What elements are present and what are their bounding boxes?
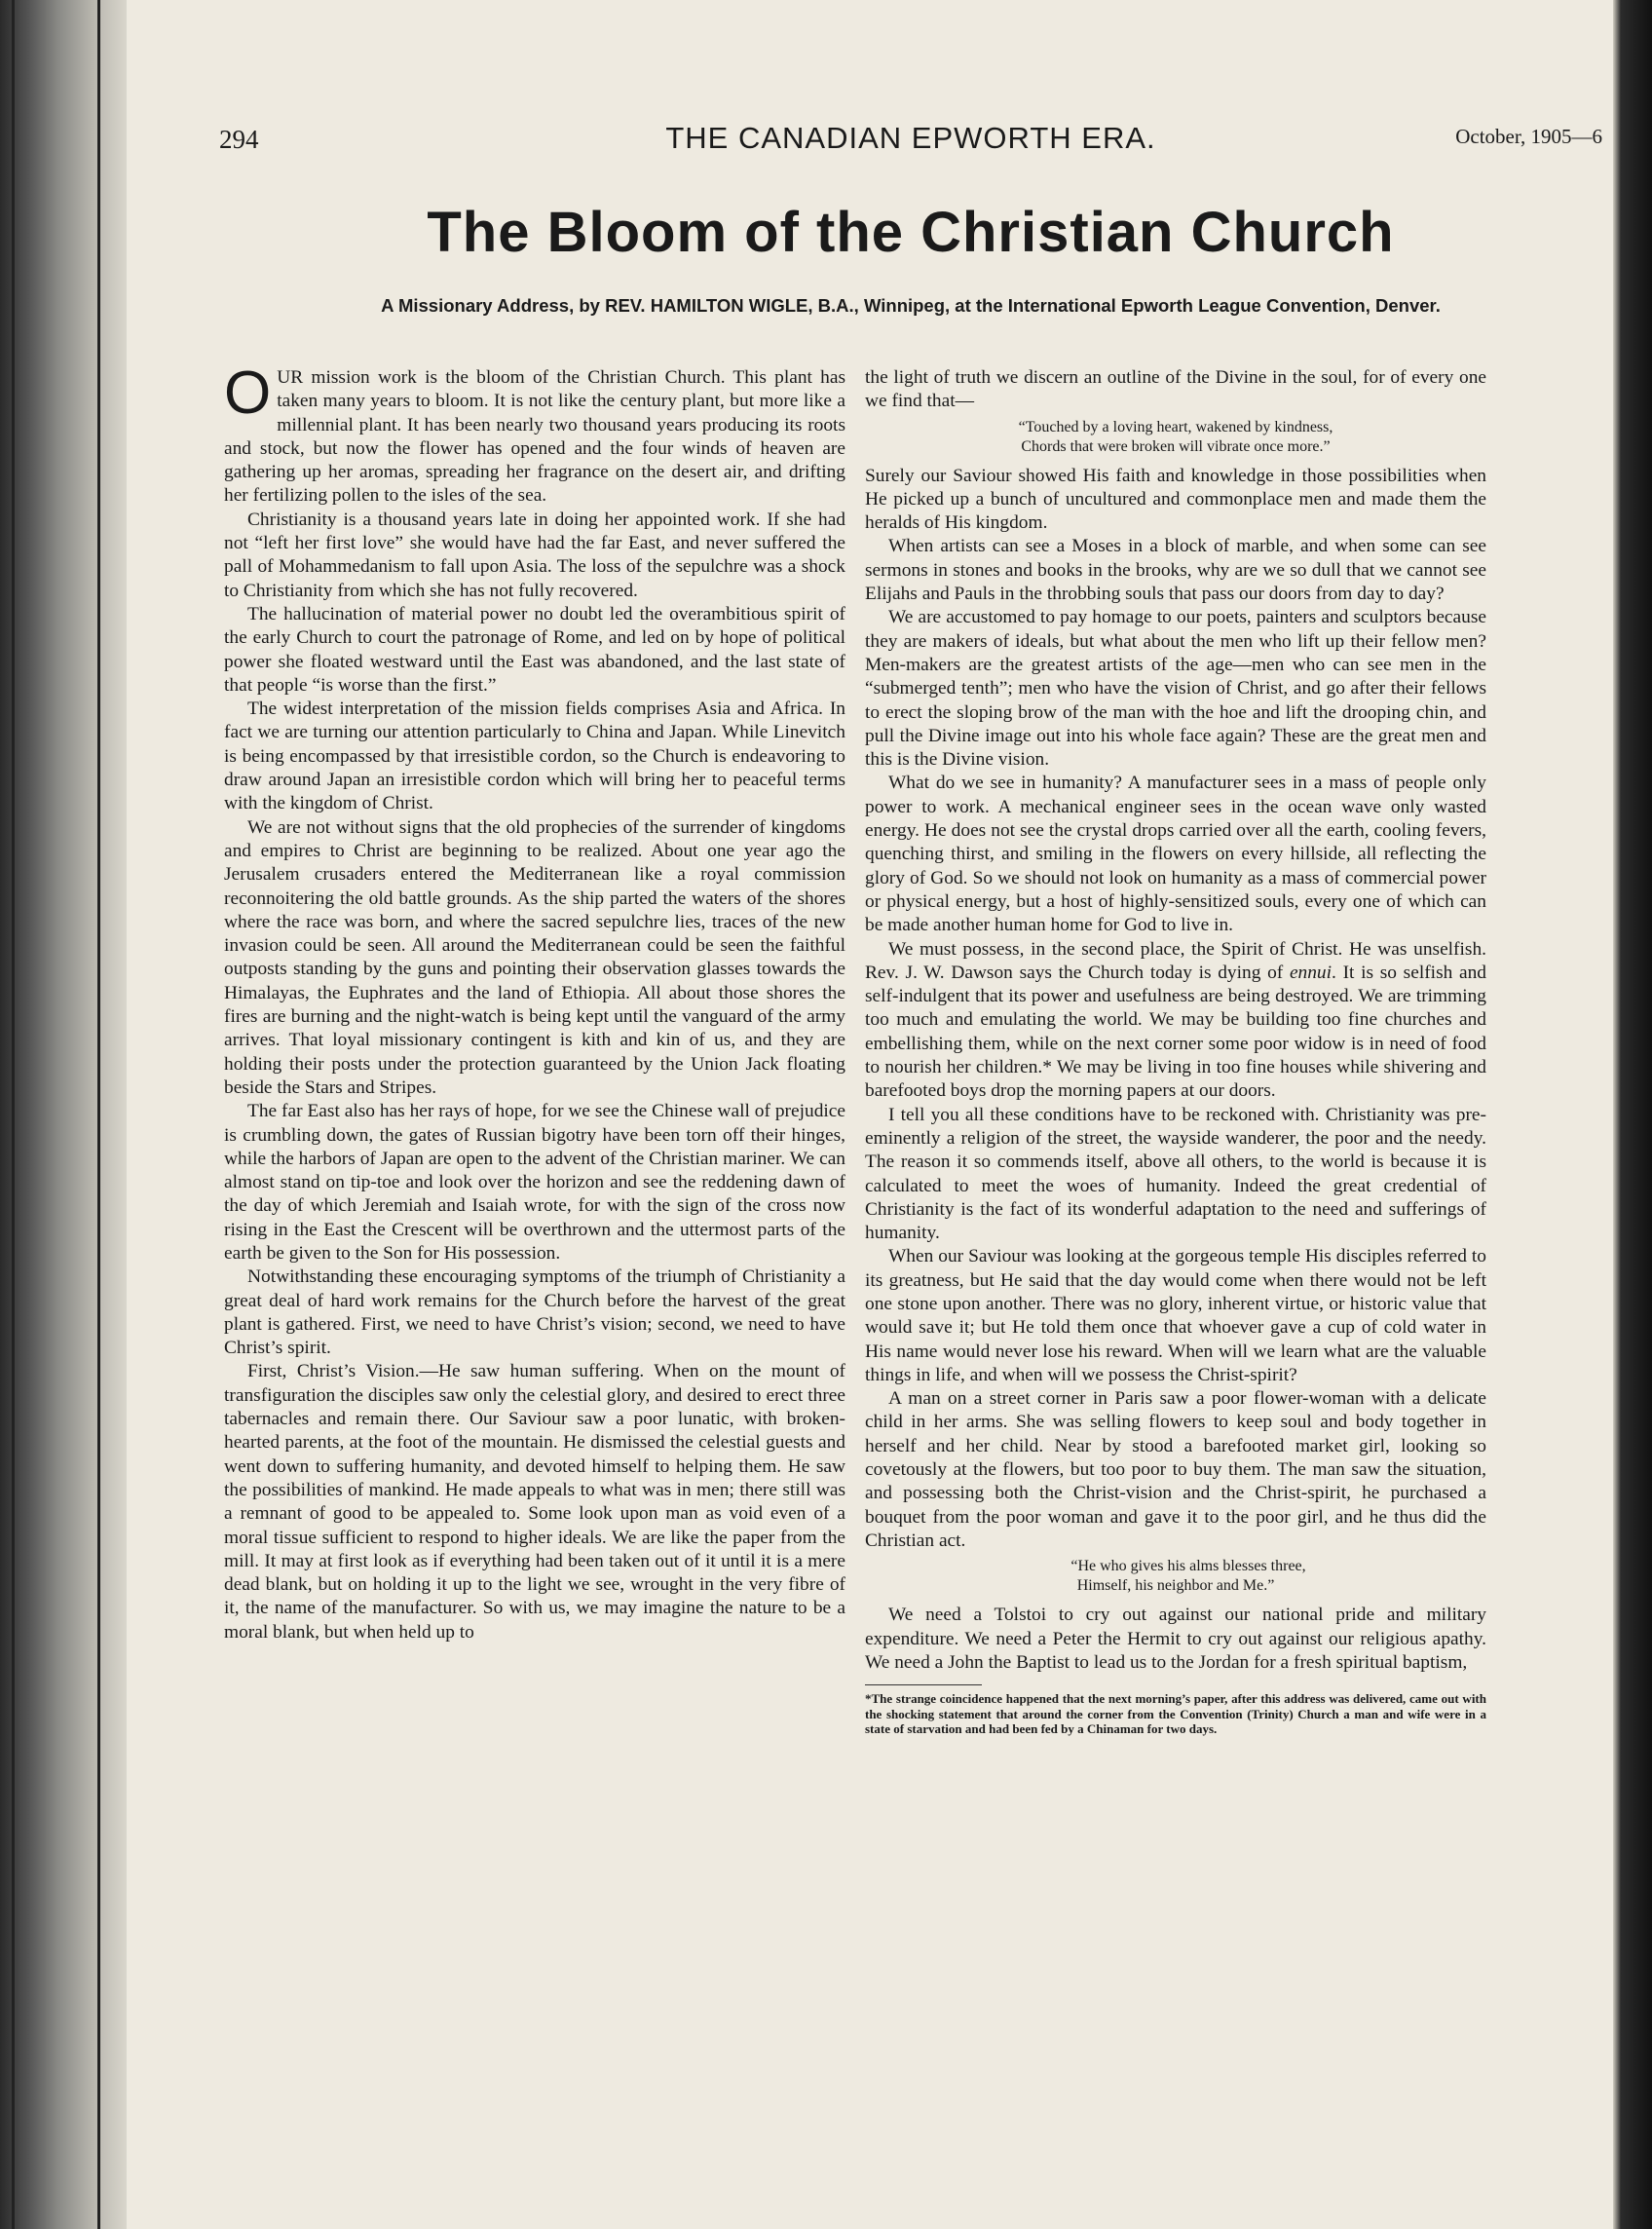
paragraph: We must possess, in the second place, the Spirit of Christ. He was unselfish. Rev. J. W. Dawson says the Church today is dying of ennui. It is so selfish and self-indulgent that its power and usefulness are being destroyed. We are trimming too much and emulating the world. We may be building too fine churches and embellishing them, while on the next corner some poor widow is in need of food to nourish her children.* We may be living in too fine houses while shivering and barefooted boys drop the morning papers at our doors. [865,938,1486,1102]
article-subtitle: A Missionary Address, by REV. HAMILTON WIGLE, B.A., Winnipeg, at the International Epworth League Convention, Denver. [381,295,1441,316]
paragraph: When artists can see a Moses in a block of marble, and when some can see sermons in stones and books in the brooks, why are we so dull that we cannot see Elijahs and Pauls in the throbbing souls that pass our doors from day to day? [865,536,1486,605]
journal-title: THE CANADIAN EPWORTH ERA. [665,121,1156,155]
book-binding-edge [0,0,127,2229]
verse-line: Chords that were broken will vibrate once more.” [1021,437,1331,455]
verse-quote [865,1557,1486,1596]
issue-date: October, 1905—6 [1455,125,1602,148]
paragraph: Notwithstanding these encouraging symptoms of the triumph of Christianity a great deal of hard work remains for the Church before the harvest of the great plant is gathered. First, we need to have Christ’s vision; second, we need to have Christ’s spirit. [224,1266,845,1359]
paragraph: We are not without signs that the old prophecies of the surrender of kingdoms and empires to Christ are beginning to be realized. About one year ago the Jerusalem crusaders entered the Mediterranean like a royal commission reconnoitering the old battle grounds. As the ship parted the waters of the shores where the race was born, and where the sacred sepulchre lies, traces of the new invasion could be seen. All around the Mediterranean could be seen the faithful outposts standing by the guns and pointing their observation glasses towards the Himalayas, the Euphrates and the land of Ethiopia. All about those shores the fires are burning and the night-watch is being kept until the vanguard of the army arrives. That loyal missionary contingent is kith and kin of us, and they are holding their posts under the protection guaranteed by the Union Jack floating beside the Stars and Stripes. [224,816,845,1098]
footnote-divider [865,1684,982,1685]
verse-line: “He who gives his alms blesses three, [1070,1558,1306,1575]
verse-line: Himself, his neighbor and Me.” [1076,1577,1275,1595]
paragraph: Christianity is a thousand years late in doing her appointed work. If she had not “left her first love” she would have had the far East, and never suffered the pall of Mohammedanism to fall upon Asia. The loss of the sepulchre was a shock to Christianity from which she has not fully recovered. [224,509,845,601]
next-page-edge [1613,0,1652,2229]
left-column [224,359,845,1644]
paragraph: We are accustomed to pay homage to our poets, painters and sculptors because they are makers of ideals, but what about the men who lift up their fellow men? Men-makers are the greatest artists of the age—men who can see men in the “submerged tenth”; men who have the vision of Christ, and go after their fellows to erect the sloping brow of the man with the hoe and lift the drooping chin, and pull the Divine image out into his whole face again? These are the great men and this is the Divine vision. [865,607,1486,771]
page-number: 294 [219,125,259,154]
paragraph: The far East also has her rays of hope, for we see the Chinese wall of prejudice is crumbling down, the gates of Russian bigotry have been torn off their hinges, while the harbors of Japan are open to the advent of the Christian mariner. We can almost stand on tip-toe and look over the horizon and see the reddening dawn of the day of which Jeremiah and Isaiah wrote, for with the sign of the cross now rising in the East the Crescent will be overthrown and the uttermost parts of the earth be given to the Son for His possession. [224,1101,845,1264]
paragraph: the light of truth we discern an outline of the Divine in the soul, for of every one we find that— [865,367,1486,412]
italic-word: ennui [1289,962,1333,983]
paragraph: The hallucination of material power no doubt led the overambitious spirit of the early Church to court the patronage of Rome, and led on by hope of political power she floated westward until the East was abandoned, and the last state of that people “is worse than the first.” [224,603,845,696]
paragraph: First, Christ’s Vision.—He saw human suffering. When on the mount of transfiguration the disciples saw only the celestial glory, and desired to erect three tabernacles and remain there. Our Saviour saw a poor lunatic, with broken-hearted parents, at the foot of the mountain. He dismissed the celestial guests and went down to suffering humanity, and devoted himself to helping them. He saw the possibilities of mankind. He made appeals to what was in men; there still was a remnant of good to be appealed to. Some look upon man as void even of a moral tissue sufficient to respond to higher ideals. We are like the paper from the mill. It may at first look as if everything had been taken out of it until it is a mere dead blank, but on holding it up to the light we see, wrought in the very fibre of it, the name of the manufacturer. So with us, we may imagine the nature to be a moral blank, but when held up to [224,1361,845,1643]
paragraph: A man on a street corner in Paris saw a poor flower-woman with a delicate child in her arms. She was selling flowers to keep soul and body together in herself and her child. Near by stood a barefooted market girl, looking so covetously at the flowers, but too poor to buy them. The man saw the situation, and possessing both the Christ-vision and the Christ-spirit, he purchased a bouquet from the poor woman and gave it to the poor girl, and he thus did the Christian act. [865,1388,1486,1551]
paragraph: Surely our Saviour showed His faith and knowledge in those possibilities when He picked up a bunch of uncultured and commonplace men and made them the heralds of His kingdom. [865,465,1486,534]
paragraph: The widest interpretation of the mission fields comprises Asia and Africa. In fact we are turning our attention particularly to China and Japan. While Linevitch is being encompassed by that irresistible cordon, so the Church is endeavoring to draw around Japan an irresistible cordon which will bring her to peaceful terms with the kingdom of Christ. [224,699,845,814]
drop-cap: O [224,359,272,427]
magazine-page [127,0,1613,2229]
footnote: *The strange coincidence happened that the next morning’s paper, after this address was delivered, came out with the shocking statement that around the corner from the Convention (Trinity) Church a man and wife were in a state of starvation and had been fed by a Chinaman for two days. [865,1691,1486,1737]
paragraph: I tell you all these conditions have to be reckoned with. Christianity was pre-eminently a religion of the street, the wayside wanderer, the poor and the needy. The reason it so commends itself, above all others, to the world is because it is calculated to meet the woes of humanity. Indeed the great credential of Christianity is the fact of its wonderful adaptation to the need and sufferings of humanity. [865,1104,1486,1244]
article-title: The Bloom of the Christian Church [427,201,1395,264]
running-header [219,121,1602,164]
paragraph: When our Saviour was looking at the gorgeous temple His disciples referred to its greatness, but He said that the day would come when there would not be left one stone upon another. There was no glory, inherent virtue, or historic value that would save it; but He told them once that whoever gave a cup of cold water in His name would never lose his reward. When will we learn what are the valuable things in life, and when will we possess the Christ-spirit? [865,1246,1486,1385]
binding-line [12,0,15,2229]
binding-line [97,0,100,2229]
paragraph: OUR mission work is the bloom of the Christian Church. This plant has taken many years to bloom. It is not like the century plant, but more like a millennial plant. It has been nearly two thousand years producing its roots and stock, but now the flower has opened and the four winds of heaven are gathering up her aromas, spreading her fragrance on the desert air, and drifting her fertilizing pollen to the isles of the sea. [224,359,845,507]
paragraph: We need a Tolstoi to cry out against our national pride and military expenditure. We need a Peter the Hermit to cry out against our religious apathy. We need a John the Baptist to lead us to the Jordan for a fresh spiritual baptism, [865,1605,1486,1673]
paragraph: What do we see in humanity? A manufacturer sees in a mass of people only power to work. A mechanical engineer sees in the ocean wave only wasted energy. He does not see the crystal drops carried over all the earth, cooling fevers, quenching thirst, and smiling in the flowers on every hillside, all reflecting the glory of God. So we should not look on humanity as a mass of commercial power or physical energy, but a host of highly-sensitized souls, every one of which can be made another human home for God to live in. [865,773,1486,936]
right-column [865,366,1486,1737]
verse-quote [865,418,1486,457]
verse-line: “Touched by a loving heart, wakened by kindness, [1018,418,1333,435]
